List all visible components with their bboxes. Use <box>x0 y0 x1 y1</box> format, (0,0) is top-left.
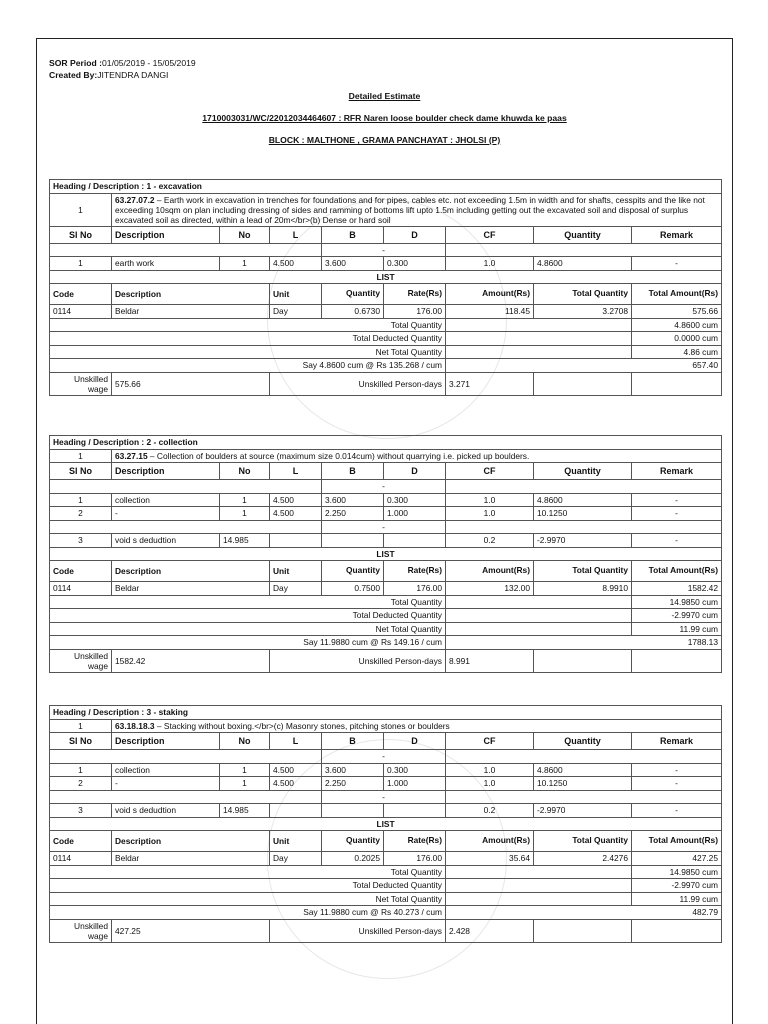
blank-cell <box>534 649 632 672</box>
column-header: Sl No <box>50 463 112 480</box>
total-deducted-quantity-value: -2.9970 cum <box>632 609 722 623</box>
wage-row <box>50 919 722 942</box>
list-total_amount: 575.66 <box>632 305 722 319</box>
measurement-cf: 0.2 <box>446 534 534 548</box>
measurement-qty: -2.9970 <box>534 534 632 548</box>
section-heading: Heading / Description : 3 - staking <box>50 706 722 720</box>
person-days-label: Unskilled Person-days <box>270 919 446 942</box>
spacer-row <box>50 243 722 257</box>
measurement-qty: 4.8600 <box>534 763 632 777</box>
unskilled-wage-value: 575.66 <box>112 372 270 395</box>
list-desc: Beldar <box>112 852 270 866</box>
document-page <box>36 38 733 1024</box>
item-row <box>50 193 722 226</box>
list-unit: Day <box>270 852 322 866</box>
total-deducted-quantity <box>50 879 722 893</box>
measurement-row <box>50 257 722 271</box>
measurement-sl: 3 <box>50 534 112 548</box>
list-column-header: Quantity <box>322 561 384 582</box>
list-label: LIST <box>50 270 722 284</box>
wage-row <box>50 649 722 672</box>
spacer-dash: - <box>322 243 446 257</box>
section-heading: Heading / Description : 2 - collection <box>50 436 722 450</box>
measurement-d <box>384 534 446 548</box>
person-days-label: Unskilled Person-days <box>270 372 446 395</box>
column-header: Remark <box>632 226 722 243</box>
list-column-header: Unit <box>270 284 322 305</box>
net-total-quantity <box>50 892 722 906</box>
list-total_qty: 8.9910 <box>534 582 632 596</box>
blank-cell <box>446 865 632 879</box>
spacer-row <box>50 520 722 534</box>
blank-cell <box>632 649 722 672</box>
net-total-quantity-value: 11.99 cum <box>632 622 722 636</box>
spacer-dash: - <box>322 790 446 804</box>
list-rate: 176.00 <box>384 582 446 596</box>
say-rate-text: Say 11.9880 cum @ Rs 40.273 / cum <box>50 906 446 920</box>
measurement-no: 14.985 <box>220 534 270 548</box>
column-header: CF <box>446 226 534 243</box>
spacer-cell <box>50 520 322 534</box>
say-rate-text: Say 4.8600 cum @ Rs 135.268 / cum <box>50 359 446 373</box>
column-header: Remark <box>632 733 722 750</box>
created-by-label: Created By: <box>49 70 98 80</box>
list-header-row <box>50 284 722 305</box>
say-amount: 657.40 <box>446 359 722 373</box>
measurement-l: 4.500 <box>270 257 322 271</box>
column-header: L <box>270 733 322 750</box>
list-column-header: Code <box>50 561 112 582</box>
measurement-desc: - <box>112 507 220 521</box>
column-header: B <box>322 463 384 480</box>
total-quantity <box>50 595 722 609</box>
measurement-row <box>50 763 722 777</box>
list-rate: 176.00 <box>384 305 446 319</box>
list-column-header: Total Amount(Rs) <box>632 831 722 852</box>
total-quantity-value: 14.9850 cum <box>632 595 722 609</box>
measurement-row <box>50 493 722 507</box>
measurement-cf: 1.0 <box>446 777 534 791</box>
total-quantity-value: 4.8600 cum <box>632 318 722 332</box>
item-row <box>50 449 722 463</box>
spacer-cell <box>50 480 322 494</box>
list-column-header: Quantity <box>322 284 384 305</box>
say-amount: 1788.13 <box>446 636 722 650</box>
measurement-d: 0.300 <box>384 763 446 777</box>
spacer-cell <box>446 520 722 534</box>
measurement-l: 4.500 <box>270 507 322 521</box>
list-code: 0114 <box>50 852 112 866</box>
net-total-quantity <box>50 345 722 359</box>
measure-header-row <box>50 733 722 750</box>
list-column-header: Rate(Rs) <box>384 284 446 305</box>
column-header: Description <box>112 733 220 750</box>
list-row <box>50 582 722 596</box>
list-rate: 176.00 <box>384 852 446 866</box>
list-label-row <box>50 270 722 284</box>
measurement-cf: 1.0 <box>446 257 534 271</box>
list-desc: Beldar <box>112 582 270 596</box>
spacer-cell <box>446 790 722 804</box>
list-column-header: Rate(Rs) <box>384 561 446 582</box>
item-number: 1 <box>50 193 112 226</box>
measurement-b: 3.600 <box>322 493 384 507</box>
blank-cell <box>446 332 632 346</box>
item-code: 63.27.07.2 <box>115 194 155 205</box>
header-block <box>37 39 732 81</box>
say-row <box>50 359 722 373</box>
list-desc: Beldar <box>112 305 270 319</box>
net-total-quantity-label: Net Total Quantity <box>50 622 446 636</box>
measure-header-row <box>50 226 722 243</box>
list-column-header: Amount(Rs) <box>446 284 534 305</box>
measurement-desc: void s dedudtion <box>112 804 220 818</box>
spacer-cell <box>50 750 322 764</box>
measurement-desc: collection <box>112 763 220 777</box>
person-days-value: 2.428 <box>446 919 534 942</box>
person-days-value: 3.271 <box>446 372 534 395</box>
list-label-row <box>50 547 722 561</box>
document-title: Detailed Estimate <box>348 91 421 101</box>
section-heading: Heading / Description : 1 - excavation <box>50 180 722 194</box>
blank-cell <box>534 372 632 395</box>
spacer-cell <box>446 480 722 494</box>
measurement-sl: 3 <box>50 804 112 818</box>
item-description <box>112 193 722 226</box>
spacer-cell <box>446 243 722 257</box>
measurement-b <box>322 804 384 818</box>
list-column-header: Quantity <box>322 831 384 852</box>
net-total-quantity-label: Net Total Quantity <box>50 892 446 906</box>
measure-header-row <box>50 463 722 480</box>
measurement-qty: -2.9970 <box>534 804 632 818</box>
list-column-header: Description <box>112 284 270 305</box>
list-column-header: Unit <box>270 561 322 582</box>
block-title: BLOCK : MALTHONE , GRAMA PANCHAYAT : JHOLSI (P) <box>268 135 501 145</box>
blank-cell <box>446 879 632 893</box>
blank-cell <box>446 318 632 332</box>
measurement-d: 1.000 <box>384 777 446 791</box>
measurement-no: 1 <box>220 777 270 791</box>
list-label: LIST <box>50 817 722 831</box>
measurement-no: 1 <box>220 507 270 521</box>
column-header: D <box>384 463 446 480</box>
list-code: 0114 <box>50 582 112 596</box>
measurement-row <box>50 777 722 791</box>
list-table <box>49 283 722 396</box>
unskilled-wage-value: 1582.42 <box>112 649 270 672</box>
list-column-header: Rate(Rs) <box>384 831 446 852</box>
column-header: Sl No <box>50 226 112 243</box>
blank-cell <box>632 372 722 395</box>
measurement-sl: 2 <box>50 777 112 791</box>
measurement-no: 14.985 <box>220 804 270 818</box>
sor-period-label: SOR Period : <box>49 58 103 68</box>
measurement-remark: - <box>632 493 722 507</box>
list-amount: 35.64 <box>446 852 534 866</box>
list-header-row <box>50 561 722 582</box>
list-total_qty: 3.2708 <box>534 305 632 319</box>
measurement-qty: 10.1250 <box>534 777 632 791</box>
measurement-table <box>49 435 722 561</box>
section-heading-row <box>50 180 722 194</box>
measurement-cf: 1.0 <box>446 763 534 777</box>
list-column-header: Code <box>50 831 112 852</box>
total-quantity <box>50 865 722 879</box>
blank-cell <box>632 919 722 942</box>
measurement-remark: - <box>632 257 722 271</box>
measurement-b: 3.600 <box>322 257 384 271</box>
column-header: No <box>220 226 270 243</box>
item-description-text: – Stacking without boxing.</br>(c) Masonry stones, pitching stones or boulders <box>154 720 450 731</box>
measurement-desc: - <box>112 777 220 791</box>
list-amount: 118.45 <box>446 305 534 319</box>
total-deducted-quantity-value: -2.9970 cum <box>632 879 722 893</box>
list-qty: 0.6730 <box>322 305 384 319</box>
say-amount: 482.79 <box>446 906 722 920</box>
blank-cell <box>446 622 632 636</box>
sor-period-value: 01/05/2019 - 15/05/2019 <box>102 58 196 68</box>
measurement-desc: void s dedudtion <box>112 534 220 548</box>
column-header: Sl No <box>50 733 112 750</box>
net-total-quantity-value: 4.86 cum <box>632 345 722 359</box>
measurement-cf: 1.0 <box>446 507 534 521</box>
measurement-qty: 10.1250 <box>534 507 632 521</box>
list-label-row <box>50 817 722 831</box>
spacer-cell <box>50 243 322 257</box>
item-description-text: – Collection of boulders at source (maximum size 0.014cum) without quarrying i.e. picked up boulders. <box>147 450 530 461</box>
measurement-remark: - <box>632 763 722 777</box>
measurement-l: 4.500 <box>270 763 322 777</box>
list-total_qty: 2.4276 <box>534 852 632 866</box>
list-table <box>49 830 722 943</box>
say-row <box>50 636 722 650</box>
total-deducted-quantity <box>50 609 722 623</box>
spacer-cell <box>50 790 322 804</box>
total-deducted-quantity-label: Total Deducted Quantity <box>50 609 446 623</box>
column-header: CF <box>446 463 534 480</box>
list-unit: Day <box>270 305 322 319</box>
list-qty: 0.2025 <box>322 852 384 866</box>
item-description <box>112 449 722 463</box>
measurement-remark: - <box>632 804 722 818</box>
measurement-no: 1 <box>220 493 270 507</box>
measurement-cf: 0.2 <box>446 804 534 818</box>
measurement-row <box>50 507 722 521</box>
list-column-header: Total Amount(Rs) <box>632 561 722 582</box>
blank-cell <box>446 892 632 906</box>
measurement-no: 1 <box>220 763 270 777</box>
item-number: 1 <box>50 719 112 733</box>
item-code: 63.27.15 <box>115 450 148 461</box>
section-heading-row <box>50 436 722 450</box>
list-column-header: Total Quantity <box>534 284 632 305</box>
measurement-b: 3.600 <box>322 763 384 777</box>
net-total-quantity-label: Net Total Quantity <box>50 345 446 359</box>
measurement-cf: 1.0 <box>446 493 534 507</box>
measurement-l: 4.500 <box>270 493 322 507</box>
spacer-dash: - <box>322 750 446 764</box>
list-column-header: Code <box>50 284 112 305</box>
list-column-header: Total Amount(Rs) <box>632 284 722 305</box>
total-deducted-quantity-label: Total Deducted Quantity <box>50 879 446 893</box>
blank-cell <box>534 919 632 942</box>
deduction-row <box>50 534 722 548</box>
measurement-sl: 1 <box>50 763 112 777</box>
list-column-header: Total Quantity <box>534 561 632 582</box>
spacer-dash: - <box>322 520 446 534</box>
measurement-remark: - <box>632 507 722 521</box>
unskilled-wage-label: Unskilled wage <box>50 649 112 672</box>
list-label: LIST <box>50 547 722 561</box>
sor-period-line <box>49 57 732 69</box>
column-header: Quantity <box>534 463 632 480</box>
list-column-header: Description <box>112 831 270 852</box>
measurement-no: 1 <box>220 257 270 271</box>
measurement-d: 0.300 <box>384 493 446 507</box>
estimate-section-2 <box>49 435 721 673</box>
measurement-l <box>270 804 322 818</box>
spacer-cell <box>446 750 722 764</box>
list-header-row <box>50 831 722 852</box>
measurement-d <box>384 804 446 818</box>
spacer-row <box>50 750 722 764</box>
unskilled-wage-label: Unskilled wage <box>50 372 112 395</box>
total-quantity-label: Total Quantity <box>50 318 446 332</box>
item-description <box>112 719 722 733</box>
measurement-b: 2.250 <box>322 507 384 521</box>
net-total-quantity <box>50 622 722 636</box>
total-deducted-quantity-value: 0.0000 cum <box>632 332 722 346</box>
list-table <box>49 560 722 673</box>
measurement-sl: 2 <box>50 507 112 521</box>
item-description-text: – Earth work in excavation in trenches for foundations and for pipes, cables etc. not exceeding 1.5m in width and for shafts, cesspits and the like not exceeding 10sqm on plan including dressing of sides and ramming of bottoms lift upto 1.5m including getting out the excavated soil and disposal of surplus excavated soil as directed, within a lead of 20m</br>(b) Dense or hard soil <box>115 194 705 225</box>
section-heading-row <box>50 706 722 720</box>
estimate-section-3 <box>49 705 721 943</box>
list-column-header: Description <box>112 561 270 582</box>
person-days-value: 8.991 <box>446 649 534 672</box>
column-header: Description <box>112 463 220 480</box>
measurement-table <box>49 705 722 831</box>
column-header: Description <box>112 226 220 243</box>
column-header: No <box>220 463 270 480</box>
column-header: B <box>322 226 384 243</box>
total-quantity-label: Total Quantity <box>50 595 446 609</box>
column-header: D <box>384 733 446 750</box>
measurement-d: 1.000 <box>384 507 446 521</box>
unskilled-wage-value: 427.25 <box>112 919 270 942</box>
blank-cell <box>446 595 632 609</box>
spacer-row <box>50 480 722 494</box>
column-header: L <box>270 226 322 243</box>
measurement-table <box>49 179 722 284</box>
measurement-b: 2.250 <box>322 777 384 791</box>
measurement-remark: - <box>632 777 722 791</box>
wage-row <box>50 372 722 395</box>
created-by-value: JITENDRA DANGI <box>97 70 169 80</box>
list-row <box>50 852 722 866</box>
total-quantity-value: 14.9850 cum <box>632 865 722 879</box>
total-quantity-label: Total Quantity <box>50 865 446 879</box>
measurement-l <box>270 534 322 548</box>
column-header: D <box>384 226 446 243</box>
list-total_amount: 427.25 <box>632 852 722 866</box>
list-code: 0114 <box>50 305 112 319</box>
list-qty: 0.7500 <box>322 582 384 596</box>
measurement-qty: 4.8600 <box>534 493 632 507</box>
blank-cell <box>446 345 632 359</box>
spacer-row <box>50 790 722 804</box>
list-total_amount: 1582.42 <box>632 582 722 596</box>
measurement-desc: earth work <box>112 257 220 271</box>
list-unit: Day <box>270 582 322 596</box>
say-row <box>50 906 722 920</box>
column-header: L <box>270 463 322 480</box>
person-days-label: Unskilled Person-days <box>270 649 446 672</box>
item-code: 63.18.18.3 <box>115 720 155 731</box>
item-row <box>50 719 722 733</box>
estimate-section-1 <box>49 179 721 396</box>
created-by-line <box>49 69 732 81</box>
spacer-dash: - <box>322 480 446 494</box>
list-row <box>50 305 722 319</box>
column-header: B <box>322 733 384 750</box>
measurement-remark: - <box>632 534 722 548</box>
measurement-d: 0.300 <box>384 257 446 271</box>
measurement-b <box>322 534 384 548</box>
total-quantity <box>50 318 722 332</box>
measurement-sl: 1 <box>50 493 112 507</box>
unskilled-wage-label: Unskilled wage <box>50 919 112 942</box>
measurement-l: 4.500 <box>270 777 322 791</box>
list-column-header: Total Quantity <box>534 831 632 852</box>
column-header: Remark <box>632 463 722 480</box>
column-header: CF <box>446 733 534 750</box>
column-header: Quantity <box>534 733 632 750</box>
work-title: 1710003031/WC/22012034464607 : RFR Naren loose boulder check dame khuwda ke paas <box>202 113 567 123</box>
blank-cell <box>446 609 632 623</box>
total-deducted-quantity-label: Total Deducted Quantity <box>50 332 446 346</box>
list-column-header: Unit <box>270 831 322 852</box>
measurement-desc: collection <box>112 493 220 507</box>
column-header: Quantity <box>534 226 632 243</box>
column-header: No <box>220 733 270 750</box>
deduction-row <box>50 804 722 818</box>
list-column-header: Amount(Rs) <box>446 561 534 582</box>
measurement-qty: 4.8600 <box>534 257 632 271</box>
measurement-sl: 1 <box>50 257 112 271</box>
item-number: 1 <box>50 449 112 463</box>
list-column-header: Amount(Rs) <box>446 831 534 852</box>
total-deducted-quantity <box>50 332 722 346</box>
list-amount: 132.00 <box>446 582 534 596</box>
say-rate-text: Say 11.9880 cum @ Rs 149.16 / cum <box>50 636 446 650</box>
net-total-quantity-value: 11.99 cum <box>632 892 722 906</box>
